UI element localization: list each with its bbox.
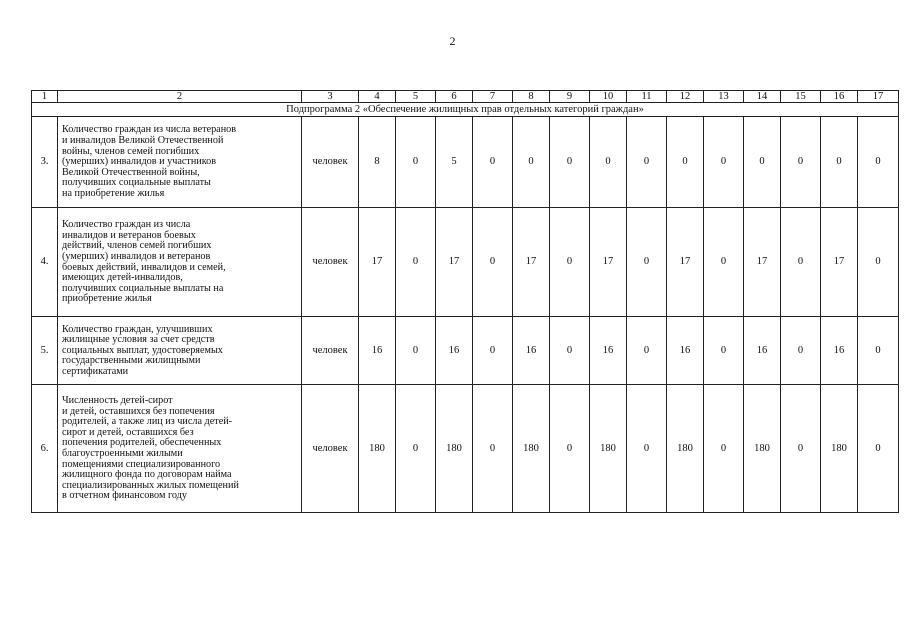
- description-line: Численность детей-сирот: [62, 395, 173, 407]
- value-cell-col-16: 0: [821, 117, 858, 208]
- value-cell-col-9: 0: [550, 385, 590, 513]
- value-cell-col-15: 0: [781, 385, 821, 513]
- value-cell-col-13: 0: [704, 117, 744, 208]
- value-cell-col-7: 0: [473, 117, 513, 208]
- indicator-description: [58, 117, 302, 208]
- description-line: родителей, а также лиц из числа детей-: [62, 416, 233, 428]
- value-cell-col-14: 16: [744, 317, 781, 385]
- column-number-13: 13: [704, 91, 744, 103]
- subprogram-row: [32, 103, 899, 117]
- column-number-17: 17: [858, 91, 899, 103]
- description-line: жилищные условия за счет средств: [62, 334, 215, 346]
- subprogram-title: Подпрограмма 2 «Обеспечение жилищных прав отдельных категорий граждан»: [32, 103, 899, 117]
- value-cell-col-6: 17: [436, 208, 473, 317]
- table-row: [32, 385, 899, 513]
- description-line: Количество граждан из числа ветеранов: [62, 124, 237, 136]
- unit-cell: человек: [302, 208, 359, 317]
- indicator-description: [58, 317, 302, 385]
- unit-cell: человек: [302, 385, 359, 513]
- description-line: сирот и детей, оставшихся без: [62, 426, 194, 438]
- unit-cell: человек: [302, 117, 359, 208]
- value-cell-col-16: 180: [821, 385, 858, 513]
- value-cell-col-5: 0: [396, 317, 436, 385]
- description-line: боевых действий, инвалидов и семей,: [62, 261, 226, 273]
- value-cell-col-17: 0: [858, 117, 899, 208]
- value-cell-col-15: 0: [781, 317, 821, 385]
- value-cell-col-14: 180: [744, 385, 781, 513]
- value-cell-col-11: 0: [627, 317, 667, 385]
- row-number: 3.: [32, 117, 58, 208]
- description-line: действий, членов семей погибших: [62, 240, 212, 252]
- value-cell-col-11: 0: [627, 208, 667, 317]
- column-number-2: 2: [58, 91, 302, 103]
- column-number-1: 1: [32, 91, 58, 103]
- description-line: в отчетном финансовом году: [62, 490, 187, 502]
- table-row: [32, 117, 899, 208]
- row-number: 6.: [32, 385, 58, 513]
- value-cell-col-4: 8: [359, 117, 396, 208]
- value-cell-col-17: 0: [858, 317, 899, 385]
- value-cell-col-6: 16: [436, 317, 473, 385]
- value-cell-col-17: 0: [858, 385, 899, 513]
- value-cell-col-14: 0: [744, 117, 781, 208]
- value-cell-col-9: 0: [550, 117, 590, 208]
- value-cell-col-16: 17: [821, 208, 858, 317]
- description-line: войны, членов семей погибших: [62, 145, 200, 157]
- value-cell-col-7: 0: [473, 385, 513, 513]
- value-cell-col-12: 17: [667, 208, 704, 317]
- indicator-description: [58, 208, 302, 317]
- row-number: 4.: [32, 208, 58, 317]
- description-line: сертификатами: [62, 365, 129, 377]
- value-cell-col-12: 180: [667, 385, 704, 513]
- value-cell-col-8: 180: [513, 385, 550, 513]
- description-line: социальных выплат, удостоверяемых: [62, 344, 223, 356]
- value-cell-col-16: 16: [821, 317, 858, 385]
- value-cell-col-5: 0: [396, 385, 436, 513]
- description-line: инвалидов и ветеранов боевых: [62, 229, 196, 241]
- value-cell-col-8: 0: [513, 117, 550, 208]
- value-cell-col-7: 0: [473, 208, 513, 317]
- description-line: помещениями специализированного: [62, 458, 221, 470]
- description-line: и детей, оставшихся без попечения: [62, 405, 215, 417]
- description-line: получивших социальные выплаты: [62, 177, 211, 189]
- page-number: 2: [449, 34, 456, 48]
- description-line: (умерших) инвалидов и участников: [62, 156, 217, 168]
- value-cell-col-13: 0: [704, 208, 744, 317]
- value-cell-col-4: 17: [359, 208, 396, 317]
- description-line: благоустроенными жилыми: [62, 448, 183, 459]
- value-cell-col-5: 0: [396, 117, 436, 208]
- description-line: приобретение жилья: [62, 293, 152, 305]
- column-number-9: 9: [550, 91, 590, 103]
- column-number-11: 11: [627, 91, 667, 103]
- column-number-row: [32, 91, 899, 103]
- value-cell-col-10: 16: [590, 317, 627, 385]
- indicator-description: [58, 385, 302, 513]
- value-cell-col-17: 0: [858, 208, 899, 317]
- description-line: имеющих детей-инвалидов,: [62, 272, 183, 284]
- value-cell-col-11: 0: [627, 385, 667, 513]
- column-number-12: 12: [667, 91, 704, 103]
- description-line: и инвалидов Великой Отечественной: [62, 135, 224, 147]
- column-number-15: 15: [781, 91, 821, 103]
- description-line: попечения родителей, обеспеченных: [62, 437, 222, 449]
- value-cell-col-8: 16: [513, 317, 550, 385]
- table-row: [32, 208, 899, 317]
- column-number-3: 3: [302, 91, 359, 103]
- value-cell-col-14: 17: [744, 208, 781, 317]
- value-cell-col-13: 0: [704, 385, 744, 513]
- column-number-8: 8: [513, 91, 550, 103]
- table-row: [32, 317, 899, 385]
- column-number-5: 5: [396, 91, 436, 103]
- value-cell-col-6: 180: [436, 385, 473, 513]
- indicators-table: [31, 90, 899, 513]
- value-cell-col-4: 180: [359, 385, 396, 513]
- description-line: специализированных жилых помещений: [62, 479, 239, 491]
- value-cell-col-9: 0: [550, 208, 590, 317]
- value-cell-col-7: 0: [473, 317, 513, 385]
- description-line: жилищного фонда по договорам найма: [62, 469, 232, 481]
- column-number-6: 6: [436, 91, 473, 103]
- value-cell-col-12: 16: [667, 317, 704, 385]
- value-cell-col-5: 0: [396, 208, 436, 317]
- description-line: Великой Отечественной войны,: [62, 166, 200, 178]
- description-line: Количество граждан из числа: [62, 219, 191, 231]
- unit-cell: человек: [302, 317, 359, 385]
- value-cell-col-15: 0: [781, 117, 821, 208]
- value-cell-col-12: 0: [667, 117, 704, 208]
- column-number-7: 7: [473, 91, 513, 103]
- value-cell-col-10: 17: [590, 208, 627, 317]
- column-number-14: 14: [744, 91, 781, 103]
- value-cell-col-6: 5: [436, 117, 473, 208]
- description-line: государственными жилищными: [62, 355, 201, 367]
- value-cell-col-10: 180: [590, 385, 627, 513]
- row-number: 5.: [32, 317, 58, 385]
- value-cell-col-9: 0: [550, 317, 590, 385]
- value-cell-col-8: 17: [513, 208, 550, 317]
- value-cell-col-10: 0: [590, 117, 627, 208]
- description-line: Количество граждан, улучшивших: [62, 323, 213, 335]
- column-number-4: 4: [359, 91, 396, 103]
- value-cell-col-11: 0: [627, 117, 667, 208]
- column-number-16: 16: [821, 91, 858, 103]
- description-line: на приобретение жилья: [62, 187, 165, 199]
- description-line: получивших социальные выплаты на: [62, 282, 224, 294]
- value-cell-col-13: 0: [704, 317, 744, 385]
- description-line: (умерших) инвалидов и ветеранов: [62, 250, 211, 262]
- value-cell-col-4: 16: [359, 317, 396, 385]
- value-cell-col-15: 0: [781, 208, 821, 317]
- column-number-10: 10: [590, 91, 627, 103]
